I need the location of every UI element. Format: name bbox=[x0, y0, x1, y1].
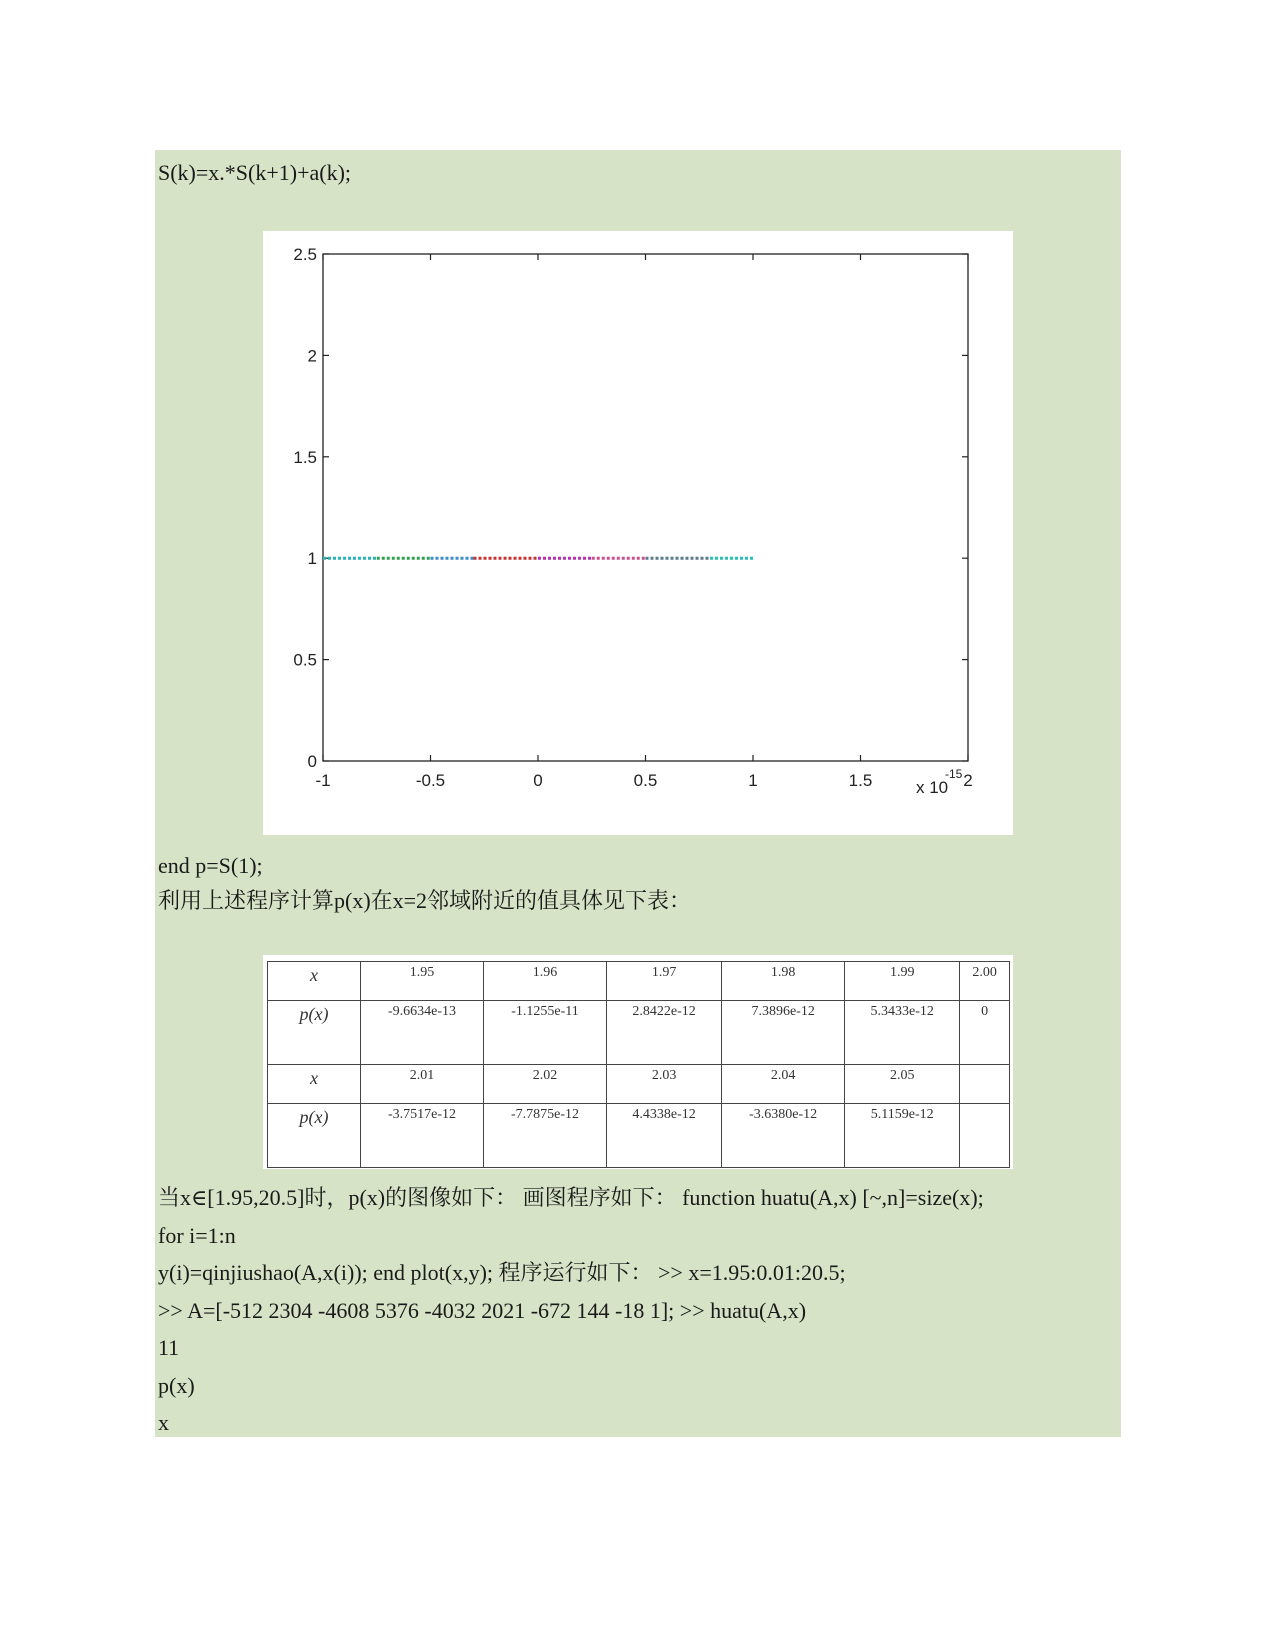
table-cell: -9.6634e-13 bbox=[361, 1001, 484, 1065]
table-cell: 2.05 bbox=[845, 1065, 960, 1104]
table-cell: 1.95 bbox=[361, 962, 484, 1001]
code-line-px: p(x) bbox=[158, 1373, 195, 1398]
table-cell: 5.1159e-12 bbox=[845, 1104, 960, 1168]
y-tick-label: 2.5 bbox=[293, 245, 317, 264]
table-cell: -7.7875e-12 bbox=[484, 1104, 607, 1168]
plot-svg bbox=[263, 231, 1013, 835]
code-line-s-k: S(k)=x.*S(k+1)+a(k); bbox=[158, 160, 352, 185]
code-line-for: for i=1:n bbox=[158, 1223, 236, 1248]
row-header-x: x bbox=[268, 1065, 361, 1104]
x-multiplier-exponent: -15 bbox=[945, 767, 963, 781]
table-cell bbox=[960, 1104, 1010, 1168]
table-cell bbox=[960, 1065, 1010, 1104]
x-tick-label: 0 bbox=[533, 771, 543, 790]
intro-text: 利用上述程序计算p(x)在x=2邻域附近的值具体见下表： bbox=[158, 888, 692, 913]
table-cell: 2.01 bbox=[361, 1065, 484, 1104]
table-cell: 2.02 bbox=[484, 1065, 607, 1104]
y-tick-label: 1 bbox=[307, 549, 317, 569]
table-cell: 7.3896e-12 bbox=[722, 1001, 845, 1065]
table-row bbox=[268, 962, 1010, 1001]
table-cell: 1.96 bbox=[484, 962, 607, 1001]
text-when-x: 当x∈[1.95,20.5]时，p(x)的图像如下： 画图程序如下： function huatu(A,x) [~,n]=size(x); bbox=[158, 1185, 984, 1210]
table-row bbox=[268, 1065, 1010, 1104]
table-cell: 2.03 bbox=[607, 1065, 722, 1104]
table-row bbox=[268, 1104, 1010, 1168]
row-header-x: x bbox=[268, 962, 361, 1001]
x-tick-label: 2 bbox=[963, 771, 973, 790]
table-cell: 1.97 bbox=[607, 962, 722, 1001]
table-cell: 1.98 bbox=[722, 962, 845, 1001]
row-header-p: p(x) bbox=[268, 1001, 361, 1065]
table-cell: -1.1255e-11 bbox=[484, 1001, 607, 1065]
x-tick-label: 1.5 bbox=[848, 771, 873, 790]
code-line-end: end p=S(1); bbox=[158, 853, 263, 878]
table-cell: 0 bbox=[960, 1001, 1010, 1065]
x-multiplier-label: x 10 bbox=[916, 778, 949, 797]
table-cell: 1.99 bbox=[845, 962, 960, 1001]
y-tick-label: 0.5 bbox=[293, 650, 317, 670]
table-row bbox=[268, 1001, 1010, 1065]
values-table-wrap bbox=[263, 955, 1013, 1169]
table-cell: 2.04 bbox=[722, 1065, 845, 1104]
x-tick-label: 0.5 bbox=[633, 771, 658, 790]
y-tick-label: 0 bbox=[307, 752, 317, 771]
y-tick-label: 1.5 bbox=[293, 447, 317, 467]
table-cell: 2.8422e-12 bbox=[607, 1001, 722, 1065]
table-cell: 4.4338e-12 bbox=[607, 1104, 722, 1168]
y-tick-label: 2 bbox=[307, 346, 317, 366]
plot-axes-box bbox=[323, 254, 968, 761]
row-header-p: p(x) bbox=[268, 1104, 361, 1168]
code-line-x: x bbox=[158, 1410, 169, 1435]
x-tick-label: -1 bbox=[315, 771, 331, 790]
code-line-a: >> A=[-512 2304 -4608 5376 -4032 2021 -672 144 -18 1]; >> huatu(A,x) bbox=[158, 1298, 807, 1323]
code-line-11: 11 bbox=[158, 1335, 180, 1360]
code-line-y: y(i)=qinjiushao(A,x(i)); end plot(x,y); 程序运行如下： >> x=1.95:0.01:20.5; bbox=[158, 1260, 846, 1285]
table-cell: -3.7517e-12 bbox=[361, 1104, 484, 1168]
x-tick-label: 1 bbox=[748, 771, 758, 790]
x-tick-label: -0.5 bbox=[415, 771, 446, 790]
plot-figure bbox=[263, 231, 1013, 835]
table-cell: -3.6380e-12 bbox=[722, 1104, 845, 1168]
table-cell: 2.00 bbox=[960, 962, 1010, 1001]
table-cell: 5.3433e-12 bbox=[845, 1001, 960, 1065]
values-table bbox=[267, 961, 1010, 1168]
